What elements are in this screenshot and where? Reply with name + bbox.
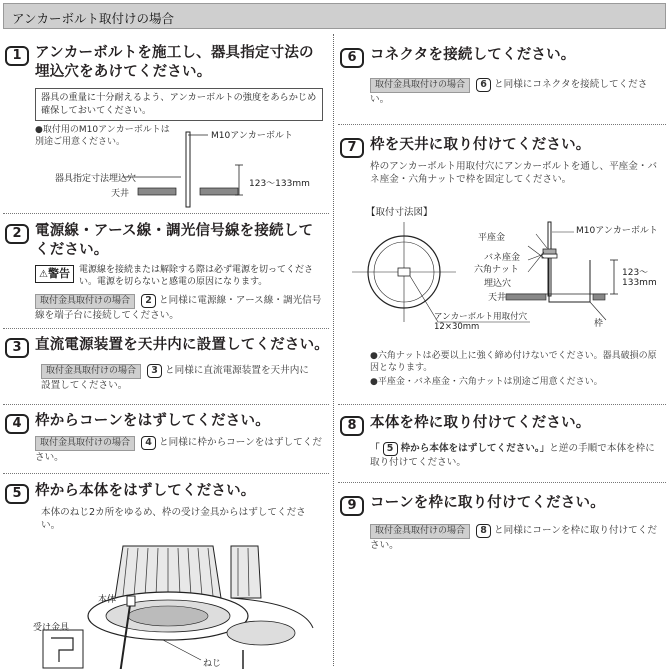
step-number: 4 [5, 414, 29, 434]
warning-label: 警告 [47, 267, 70, 280]
step-2 [3, 218, 329, 328]
reference-body: と同様に枠からコーンをはずしてください。 [35, 437, 322, 463]
label-anchor-bolt: M10アンカーボルト [576, 226, 658, 236]
step-8 [338, 410, 666, 480]
quote-open: 「 [370, 443, 380, 454]
label-dimension: 123〜133mm [249, 179, 310, 189]
step-title-line-2: 埋込穴をあけてください。 [35, 64, 212, 80]
bullet-note-2: ●平座金・バネ座金・六角ナットは別途ご用意ください。 [370, 377, 603, 387]
caution-note: 器具の重量に十分耐えるよう、アンカーボルトの強度をあらかじめ確保しておいてください。 [35, 88, 323, 121]
section-title: アンカーボルト取付けの場合 [12, 11, 175, 26]
label-anchor-bolt: M10アンカーボルト [211, 131, 293, 141]
warning-badge [35, 265, 74, 283]
step-3 [3, 334, 329, 402]
step-7 [338, 132, 666, 412]
step-number: 5 [5, 484, 29, 504]
step-number: 6 [340, 48, 364, 68]
step-title: 直流電源装置を天井内に設置してください。 [35, 337, 329, 353]
step-title: 枠からコーンをはずしてください。 [35, 413, 270, 429]
label-hole: 埋込穴 [484, 279, 512, 289]
label-body: 本体 [98, 595, 117, 605]
label-flat-washer: 平座金 [478, 233, 506, 243]
label-spring-washer: バネ座金 [484, 253, 521, 263]
warning-block [35, 264, 327, 288]
label-anchor-hole-size: 12×30mm [434, 322, 480, 332]
step-1 [3, 40, 329, 210]
step-title [35, 222, 329, 260]
step-description: 枠のアンカーボルト用取付穴にアンカーボルトを通し、平座金・バネ座金・六角ナットで枠を固定してください。 [370, 161, 658, 185]
step-9 [338, 490, 666, 560]
label-hole: 器具指定寸法埋込穴 [55, 174, 137, 184]
reference-text [35, 436, 327, 464]
bullet-note-1: ●六角ナットは必要以上に強く締め付けないでください。器具破損の原因となります。 [370, 351, 657, 373]
step-number: 1 [5, 46, 29, 66]
separator [3, 404, 329, 405]
reference-text [370, 524, 662, 552]
reference-tag: 取付金具取付けの場合 [370, 78, 470, 93]
step-number: 9 [340, 496, 364, 516]
reference-body: と同様に直流電源装置を天井内に設置してください。 [41, 365, 309, 391]
step-title-line-2: ください。 [35, 242, 109, 258]
reference-step-number: 8 [476, 524, 491, 538]
separator [338, 124, 666, 125]
separator [3, 328, 329, 329]
step-4 [3, 410, 329, 472]
reference-tag: 取付金具取付けの場合 [370, 524, 470, 539]
separator [338, 404, 666, 405]
step-title: コネクタを接続してください。 [370, 47, 576, 63]
warning-triangle-icon: ⚠ [39, 269, 48, 280]
reference-step-number: 2 [141, 294, 156, 308]
remove-body-figure [3, 538, 329, 669]
step-6 [338, 42, 666, 122]
figure-title: 【取付寸法図】 [366, 207, 433, 218]
step-title-line-1: アンカーボルトを施工し、器具指定寸法の [35, 45, 314, 61]
reference-body: と同様にコネクタを接続してください。 [370, 79, 648, 105]
reference-tag: 取付金具取付けの場合 [35, 294, 135, 309]
separator [338, 482, 666, 483]
step-description [370, 442, 662, 469]
quote-body: 枠から本体をはずしてください。 [400, 443, 540, 454]
reference-body: と同様にコーンを枠に取り付けてください。 [370, 525, 657, 551]
reference-step-number: 4 [141, 436, 156, 450]
step-title: コーンを枠に取り付けてください。 [370, 495, 605, 511]
reference-body: と同様に電源線・アース線・調光信号線を端子台に接続してください。 [35, 295, 322, 321]
label-hex-nut: 六角ナット [474, 265, 519, 275]
label-dimension: 123〜133mm [622, 268, 657, 288]
label-ceiling: 天井 [488, 293, 507, 303]
step-title: 本体を枠に取り付けてください。 [370, 415, 591, 431]
column-divider [333, 34, 334, 666]
quote-close: 」 [539, 443, 550, 454]
label-anchor-hole: アンカーボルト用取付穴 [434, 312, 528, 322]
step-title-line-1: 電源線・アース線・調光信号線を接続して [35, 223, 314, 239]
step-number: 3 [5, 338, 29, 358]
reference-tag: 取付金具取付けの場合 [35, 436, 135, 451]
reference-text [41, 364, 311, 392]
label-bracket: 受け金具 [33, 623, 70, 633]
step-title: 枠を天井に取り付けてください。 [370, 137, 591, 153]
reference-text [370, 78, 660, 106]
reference-tag: 取付金具取付けの場合 [41, 364, 141, 379]
step-title: 枠から本体をはずしてください。 [35, 483, 256, 499]
reference-step-number: 6 [476, 78, 491, 92]
label-frame: 枠 [594, 319, 604, 329]
section-header [3, 3, 666, 29]
warning-text: 電源線を接続または解除する際は必ず電源を切ってください。電源を切らないと感電の原因になります。 [78, 265, 313, 287]
description-body: と逆の手順で本体を枠に取り付けてください。 [370, 443, 655, 468]
reference-step-number: 5 [383, 442, 398, 456]
step-5 [3, 480, 329, 669]
step-description: 本体のねじ2カ所をゆるめ、枠の受け金具からはずしてください。 [41, 507, 306, 531]
reference-text [35, 294, 325, 322]
separator [3, 473, 329, 474]
step-number: 8 [340, 416, 364, 436]
bullet-note: ●取付用のM10アンカーボルトは別途ご用意ください。 [35, 125, 170, 147]
step-number: 2 [5, 224, 29, 244]
label-screw: ねじ [203, 659, 222, 669]
reference-step-number: 3 [147, 364, 162, 378]
label-ceiling: 天井 [111, 189, 130, 199]
step-number: 7 [340, 138, 364, 158]
separator [3, 213, 329, 214]
